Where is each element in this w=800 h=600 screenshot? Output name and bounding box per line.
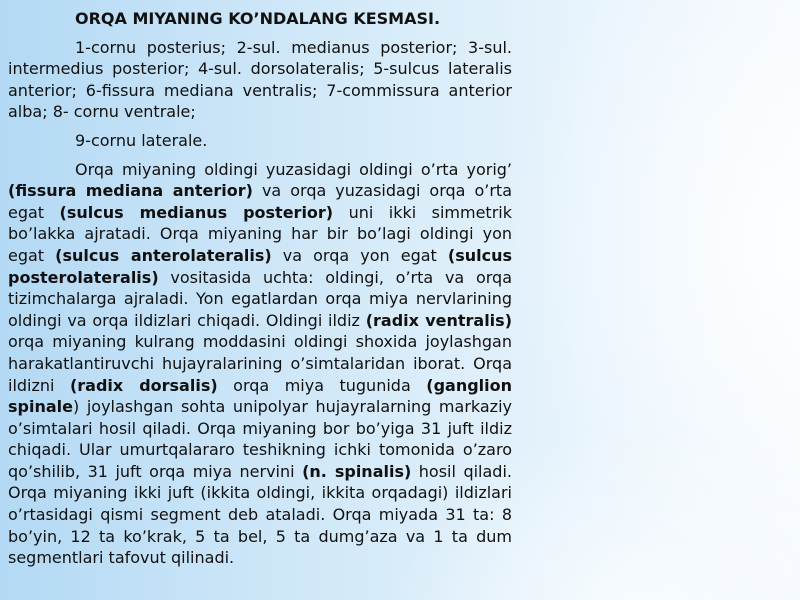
- body-text: orqa miya tugunida: [217, 375, 427, 395]
- latin-term: (n. spinalis): [302, 461, 412, 481]
- body-paragraph: [8, 159, 512, 569]
- body-text: Orqa miyaning oldingi yuzasidagi oldingi o’rta yorig’: [75, 159, 512, 179]
- body-text: hosil qiladi. Orqa miyaning ikki juft (ikkita oldingi, ikkita orqadagi) ildizlari o’rtasidagi qismi segment deb ataladi. Orqa miyada 31 ta: 8 bo’yin, 12 ta ko’krak, 5 ta bel, 5 ta dumg’aza va 1 ta dum segmentlari tafovut qilinadi.: [8, 461, 512, 568]
- body-text: va orqa yuzasidagi orqa o’rta egat: [8, 181, 513, 222]
- legend-item-9: 9-cornu laterale.: [75, 130, 208, 150]
- slide-title: ORQA MIYANING KO’NDALANG KESMASI.: [75, 9, 441, 28]
- latin-term: (radix dorsalis): [69, 375, 218, 395]
- slide-content: [8, 8, 512, 569]
- latin-term: (sulcus posterolateralis): [8, 245, 513, 287]
- body-text: vositasida uchta: oldingi, o’rta va orqa tizimchalarga ajraladi. Yon egatlardan orqa miya nervlarining oldingi va orqa ildizlari chiqadi. Oldingi ildiz: [8, 267, 512, 330]
- latin-term: (fissura mediana anterior): [8, 181, 253, 201]
- body-text: orqa miyaning kulrang moddasini oldingi shoxida joylashgan harakatlantiruvchi hujayralarining o’simtalaridan iborat. Orqa ildizni: [8, 332, 512, 395]
- body-text: ) joylashgan sohta unipolyar hujayralarning markaziy o’simtalari hosil qiladi. Orqa miyaning bor bo’yiga 31 juft ildiz chiqadi. Ular umurtqalararo teshikning ichki tomonida o’zaro qo’shilib, 31 juft orqa miya nervini: [8, 397, 512, 481]
- body-text: va orqa yon egat: [271, 245, 448, 265]
- latin-term: (sulcus medianus posterior): [59, 202, 334, 222]
- legend-paragraph: 1-cornu posterius; 2-sul. medianus posterior; 3-sul. intermedius posterior; 4-sul. dorsolateralis; 5-sulcus lateralis anterior; 6-fissura mediana ventralis; 7-commissura anterior alba; 8- cornu ventrale;: [8, 37, 512, 122]
- latin-term: (radix ventralis): [365, 310, 513, 330]
- latin-term: (ganglion spinale: [8, 375, 513, 417]
- body-text: uni ikki simmetrik bo’lakka ajratadi. Orqa miyaning har bir bo’lagi oldingi yon egat: [8, 202, 512, 265]
- latin-term: (sulcus anterolateralis): [55, 245, 272, 265]
